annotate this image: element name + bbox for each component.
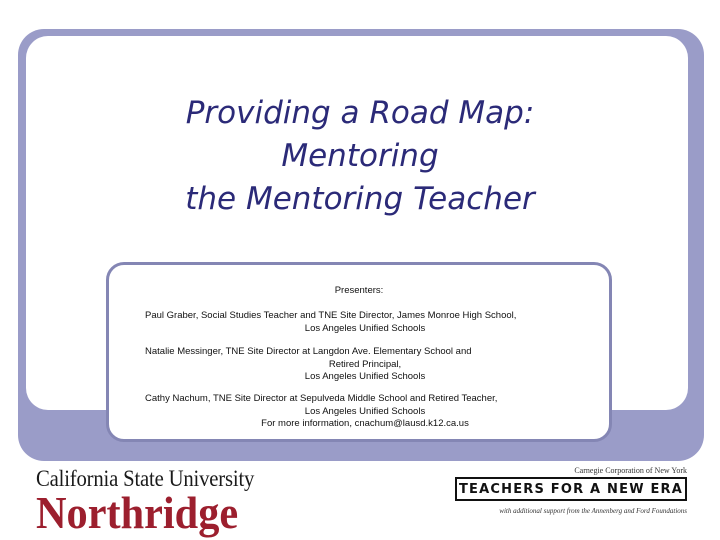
presenter-entry (145, 310, 585, 335)
tfne-logo-top: Carnegie Corporation of New York (574, 466, 687, 475)
csun-logo-bottom: Northridge (36, 487, 239, 538)
title-line: Providing a Road Map: (185, 95, 535, 131)
presenter-entry (145, 393, 585, 431)
presenter-line: Retired Principal, (328, 358, 402, 370)
title-line: the Mentoring Teacher (185, 181, 535, 217)
tfne-logo-bottom: with additional support from the Annenberg and Ford Foundations (499, 507, 687, 515)
title-line: Mentoring (281, 138, 439, 174)
csun-logo (36, 466, 272, 540)
presenter-line: Paul Graber, Social Studies Teacher and TNE Site Director, James Monroe High School, (145, 310, 517, 321)
presenter-line: Los Angeles Unified Schools (304, 371, 426, 382)
contact-line: For more information, cnachum@lausd.k12.ca.us (261, 418, 469, 429)
presenter-line: Los Angeles Unified Schools (304, 322, 426, 334)
presenter-entry (145, 346, 585, 384)
presenter-line: Cathy Nachum, TNE Site Director at Sepulveda Middle School and Retired Teacher, (145, 393, 498, 404)
presenter-line: Los Angeles Unified Schools (304, 405, 426, 417)
tfne-logo-main: TEACHERS FOR A NEW ERA (455, 477, 687, 501)
presenter-line: Natalie Messinger, TNE Site Director at Langdon Ave. Elementary School and (145, 346, 472, 357)
csun-logo-top: California State University (36, 466, 255, 491)
tfne-logo (455, 466, 695, 526)
presenters-box (106, 262, 612, 442)
slide-title (60, 92, 660, 221)
presenters-heading: Presenters: (334, 285, 384, 296)
